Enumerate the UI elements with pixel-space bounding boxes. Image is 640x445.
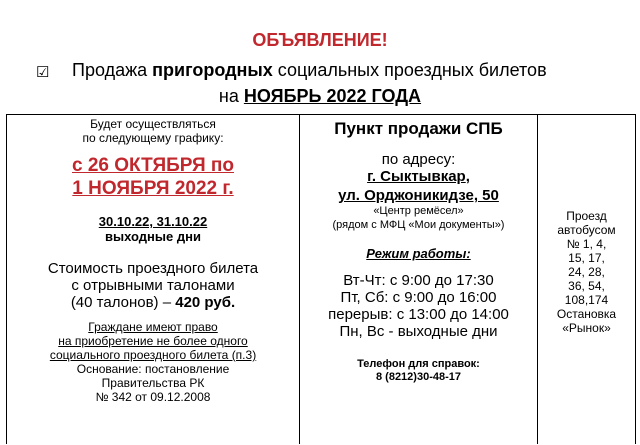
- sale-dates: 1 НОЯБРЯ 2022 г.: [72, 178, 234, 199]
- ticket-price: 420 руб.: [175, 294, 236, 311]
- address-label: по адресу:: [381, 151, 456, 168]
- bus-routes: 15, 17,: [568, 251, 605, 265]
- address-street: ул. Орджоникидзе, 50: [338, 187, 499, 204]
- intro-text: Будет осуществляться: [90, 117, 216, 131]
- info-table: [6, 114, 636, 443]
- bus-column: [538, 115, 636, 444]
- rights-text: социального проездного билета (п.3): [49, 348, 257, 362]
- intro-text: по следующему графику:: [82, 131, 224, 145]
- schedule-line: перерыв: с 13:00 до 14:00: [328, 306, 509, 323]
- place-name: «Центр ремёсел»: [373, 205, 464, 217]
- rights-text: Граждане имеют право: [88, 320, 218, 334]
- headline-line-2: [0, 86, 640, 107]
- cost-text: [7, 294, 299, 311]
- sales-point-column: [300, 115, 538, 444]
- cost-text: с отрывными талонами: [71, 277, 235, 294]
- checkbox-icon: ☑: [36, 64, 50, 81]
- announcement-title: ОБЪЯВЛЕНИЕ!: [252, 30, 388, 50]
- legal-basis: Правительства РК: [101, 376, 205, 390]
- sales-point-title: Пункт продажи СПБ: [334, 119, 503, 138]
- schedule-column: [6, 115, 300, 444]
- legal-basis: Основание: постановление: [76, 362, 230, 376]
- headline-month: НОЯБРЬ 2022 ГОДА: [243, 86, 422, 106]
- schedule-line: Пн, Вс - выходные дни: [339, 323, 498, 340]
- weekend-label: выходные дни: [105, 229, 201, 244]
- schedule-title: Режим работы:: [366, 246, 471, 261]
- weekend-dates: 30.10.22, 31.10.22: [98, 214, 208, 229]
- bus-stop-name: «Рынок»: [562, 321, 611, 335]
- cost-text: Стоимость проездного билета: [47, 260, 259, 277]
- bus-routes: 36, 54,: [568, 279, 605, 293]
- bus-routes: № 1, 4,: [566, 237, 607, 251]
- bus-routes: 108,174: [564, 293, 609, 307]
- legal-basis: № 342 от 09.12.2008: [95, 390, 211, 404]
- schedule-line: Вт-Чт: с 9:00 до 17:30: [343, 272, 494, 289]
- headline-part: социальных проездных билетов: [272, 60, 547, 80]
- phone-number: 8 (8212)30-48-17: [375, 371, 461, 383]
- cost-part: (40 талонов) –: [70, 294, 176, 311]
- bus-text: автобусом: [557, 223, 616, 237]
- bus-routes: 24, 28,: [568, 265, 605, 279]
- bus-stop-label: Остановка: [556, 307, 617, 321]
- headline-bold: пригородных: [152, 60, 273, 80]
- headline-part: на: [218, 86, 244, 106]
- headline-part: Продажа: [72, 60, 153, 80]
- rights-text: на приобретение не более одного: [58, 334, 248, 348]
- bus-text: Проезд: [566, 209, 607, 223]
- city-name: г. Сыктывкар: [367, 168, 466, 185]
- place-note: (рядом с МФЦ «Мои документы»): [332, 219, 505, 231]
- schedule-line: Пт, Сб: с 9:00 до 16:00: [340, 289, 497, 306]
- address-city: г. Сыктывкар,: [367, 168, 470, 185]
- sale-dates: с 26 ОКТЯБРЯ по: [72, 155, 234, 176]
- headline-text: [72, 60, 547, 81]
- phone-label: Телефон для справок:: [357, 358, 480, 370]
